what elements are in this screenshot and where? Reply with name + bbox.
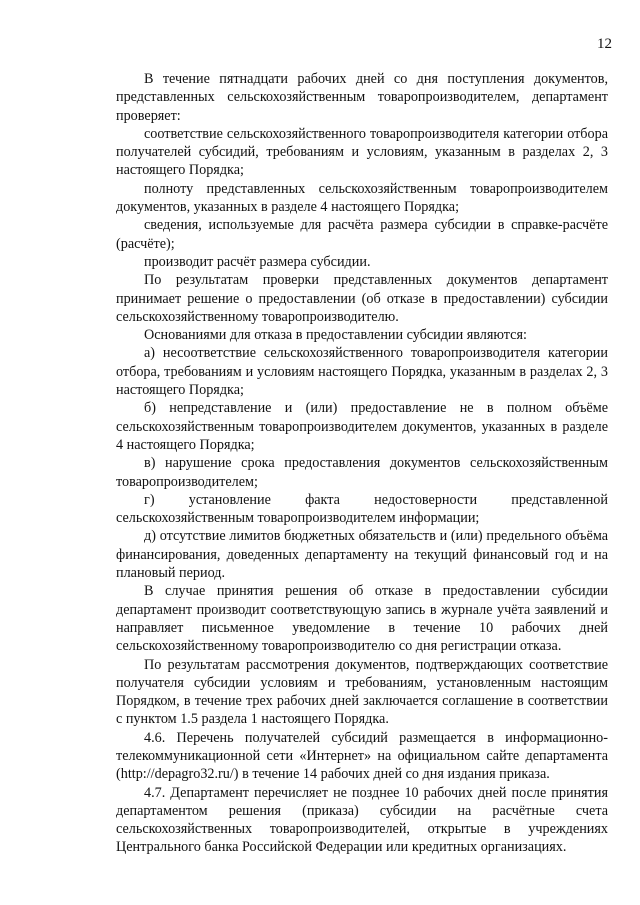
paragraph: По результатам рассмотрения документов, подтверждающих соответствие получателя субсидии условиям и требованиям, установленным настоящим Порядком, в течение трех рабочих дней заключается соглашение в соответствии с пунктом 1.5 раздела 1 настоящего Порядка. [116, 656, 608, 728]
paragraph: производит расчёт размера субсидии. [144, 253, 371, 270]
paragraph: полноту представленных сельскохозяйственным товаропроизводителем документов, указанных в разделе 4 настоящего Порядка; [116, 180, 608, 216]
paragraph: В случае принятия решения об отказе в предоставлении субсидии департамент производит соответствующую запись в журнале учёта заявлений и направляет письменное уведомление в течение 10 рабочих дней сельскохозяйственному товаропроизводителю со дня регистрации отказа. [116, 583, 608, 655]
paragraph: в) нарушение срока предоставления документов сельскохозяйственным товаропроизводителем; [116, 455, 608, 490]
paragraph: По результатам проверки представленных документов департамент принимает решение о предоставлении (об отказе в предоставлении) субсидии сельскохозяйственному товаропроизводителю. [116, 272, 608, 325]
page-number: 12 [597, 36, 612, 52]
paragraph: В течение пятнадцати рабочих дней со дня поступления документов, представленных сельскохозяйственным товаропроизводителем, департамент проверяет: [116, 71, 608, 124]
document-body [116, 70, 608, 857]
paragraph: б) непредставление и (или) предоставление не в полном объёме сельскохозяйственным товаропроизводителем документов, указанных в разделе 4 настоящего Порядка; [116, 400, 608, 453]
paragraph: 4.7. Департамент перечисляет не позднее 10 рабочих дней после принятия департаментом решения (приказа) субсидии на расчётные счета сельскохозяйственных товаропроизводителей, открытые в учреждениях Центрального банка Российской Федерации или кредитных организациях. [116, 784, 608, 856]
paragraph: Основаниями для отказа в предоставлении субсидии являются: [144, 327, 527, 344]
paragraph: г) установление факта недостоверности представленной сельскохозяйственным товаропроизводителем информации; [116, 491, 608, 527]
paragraph: соответствие сельскохозяйственного товаропроизводителя категории отбора получателей субсидий, требованиям и условиям, указанным в разделах 2, 3 настоящего Порядка; [116, 125, 608, 179]
paragraph: сведения, используемые для расчёта размера субсидии в справке-расчёте (расчёте); [116, 217, 608, 252]
paragraph: д) отсутствие лимитов бюджетных обязательств и (или) предельного объёма финансирования, доведенных департаменту на текущий финансовый год и на плановый период. [116, 528, 608, 582]
paragraph: 4.6. Перечень получателей субсидий размещается в информационно-телекоммуникационной сети «Интернет» на официальном сайте департамента (http://depagro32.ru/) в течение 14 рабочих дней со дня издания приказа. [116, 729, 608, 783]
paragraph: а) несоответствие сельскохозяйственного товаропроизводителя категории отбора, требованиям и условиям настоящего Порядка, указанным в разделах 2, 3 настоящего Порядка; [116, 345, 608, 399]
